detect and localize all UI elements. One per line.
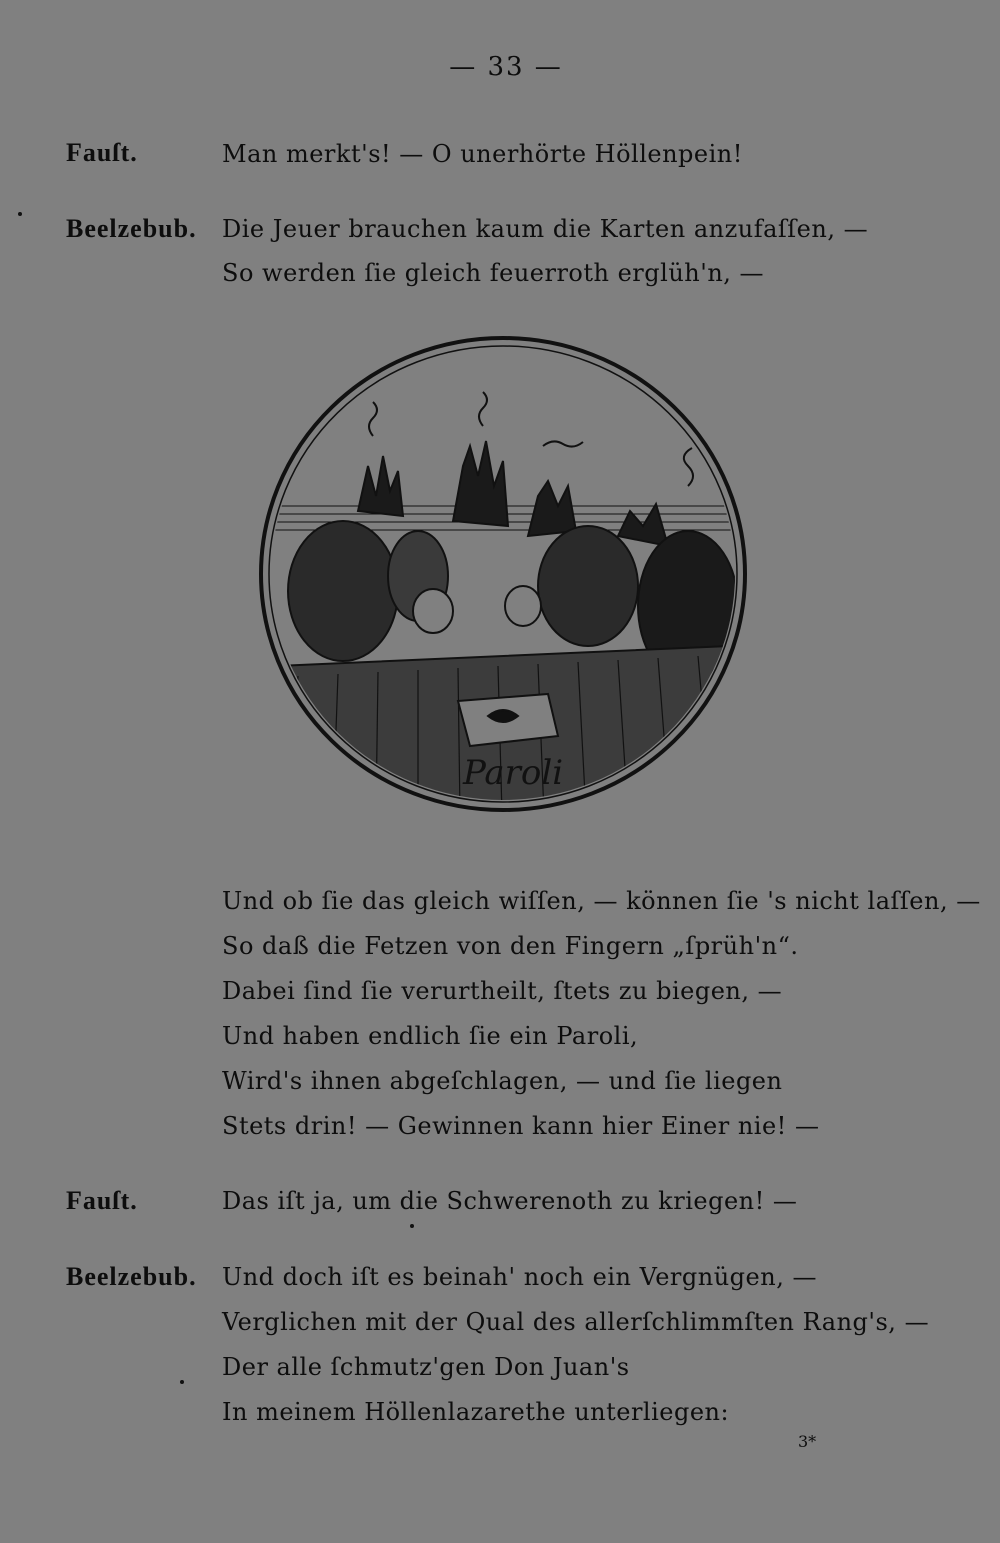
verse-line: Das iſt ja, um die Schwerenoth zu kriegen! —	[222, 1187, 798, 1215]
speaker-beelzebub: Beelzebub.	[66, 214, 197, 243]
print-speck	[180, 1380, 184, 1384]
print-speck	[410, 1224, 414, 1228]
verse-line: Dabei ſind ſie verurtheilt, ſtets zu biegen, —	[222, 977, 783, 1005]
speaker-faust: Fauſt.	[66, 138, 138, 167]
verse-line: So daß die Fetzen von den Fingern „ſprüh'n“.	[222, 932, 799, 960]
verse-line: Wird's ihnen abgeſchlagen, — und ſie liegen	[222, 1067, 783, 1095]
verse-line: Und haben endlich ſie ein Paroli,	[222, 1022, 639, 1050]
verse-line: So werden ſie gleich feuerroth erglüh'n, —	[222, 259, 765, 287]
paroli-illustration	[258, 336, 748, 814]
verse-line: In meinem Höllenlazarethe unterliegen:	[222, 1398, 730, 1426]
signature-mark: 3*	[798, 1432, 817, 1451]
verse-line: Und ob ſie das gleich wiſſen, — können ſie 's nicht laſſen, —	[222, 887, 981, 915]
verse-line: Man merkt's! — O unerhörte Höllenpein!	[222, 140, 743, 168]
verse-line: Der alle ſchmutz'gen Don Juan's	[222, 1353, 630, 1381]
speaker-faust: Fauſt.	[66, 1186, 138, 1215]
verse-line: Verglichen mit der Qual des allerſchlimmſten Rang's, —	[222, 1308, 930, 1336]
illustration-caption: Paroli	[463, 753, 564, 793]
page-number: — 33 —	[449, 52, 563, 82]
print-speck	[18, 212, 22, 216]
verse-line: Die Jeuer brauchen kaum die Karten anzufaſſen, —	[222, 215, 869, 243]
verse-line: Stets drin! — Gewinnen kann hier Einer nie! —	[222, 1112, 820, 1140]
speaker-beelzebub: Beelzebub.	[66, 1262, 197, 1291]
verse-line: Und doch iſt es beinah' noch ein Vergnügen, —	[222, 1263, 817, 1291]
